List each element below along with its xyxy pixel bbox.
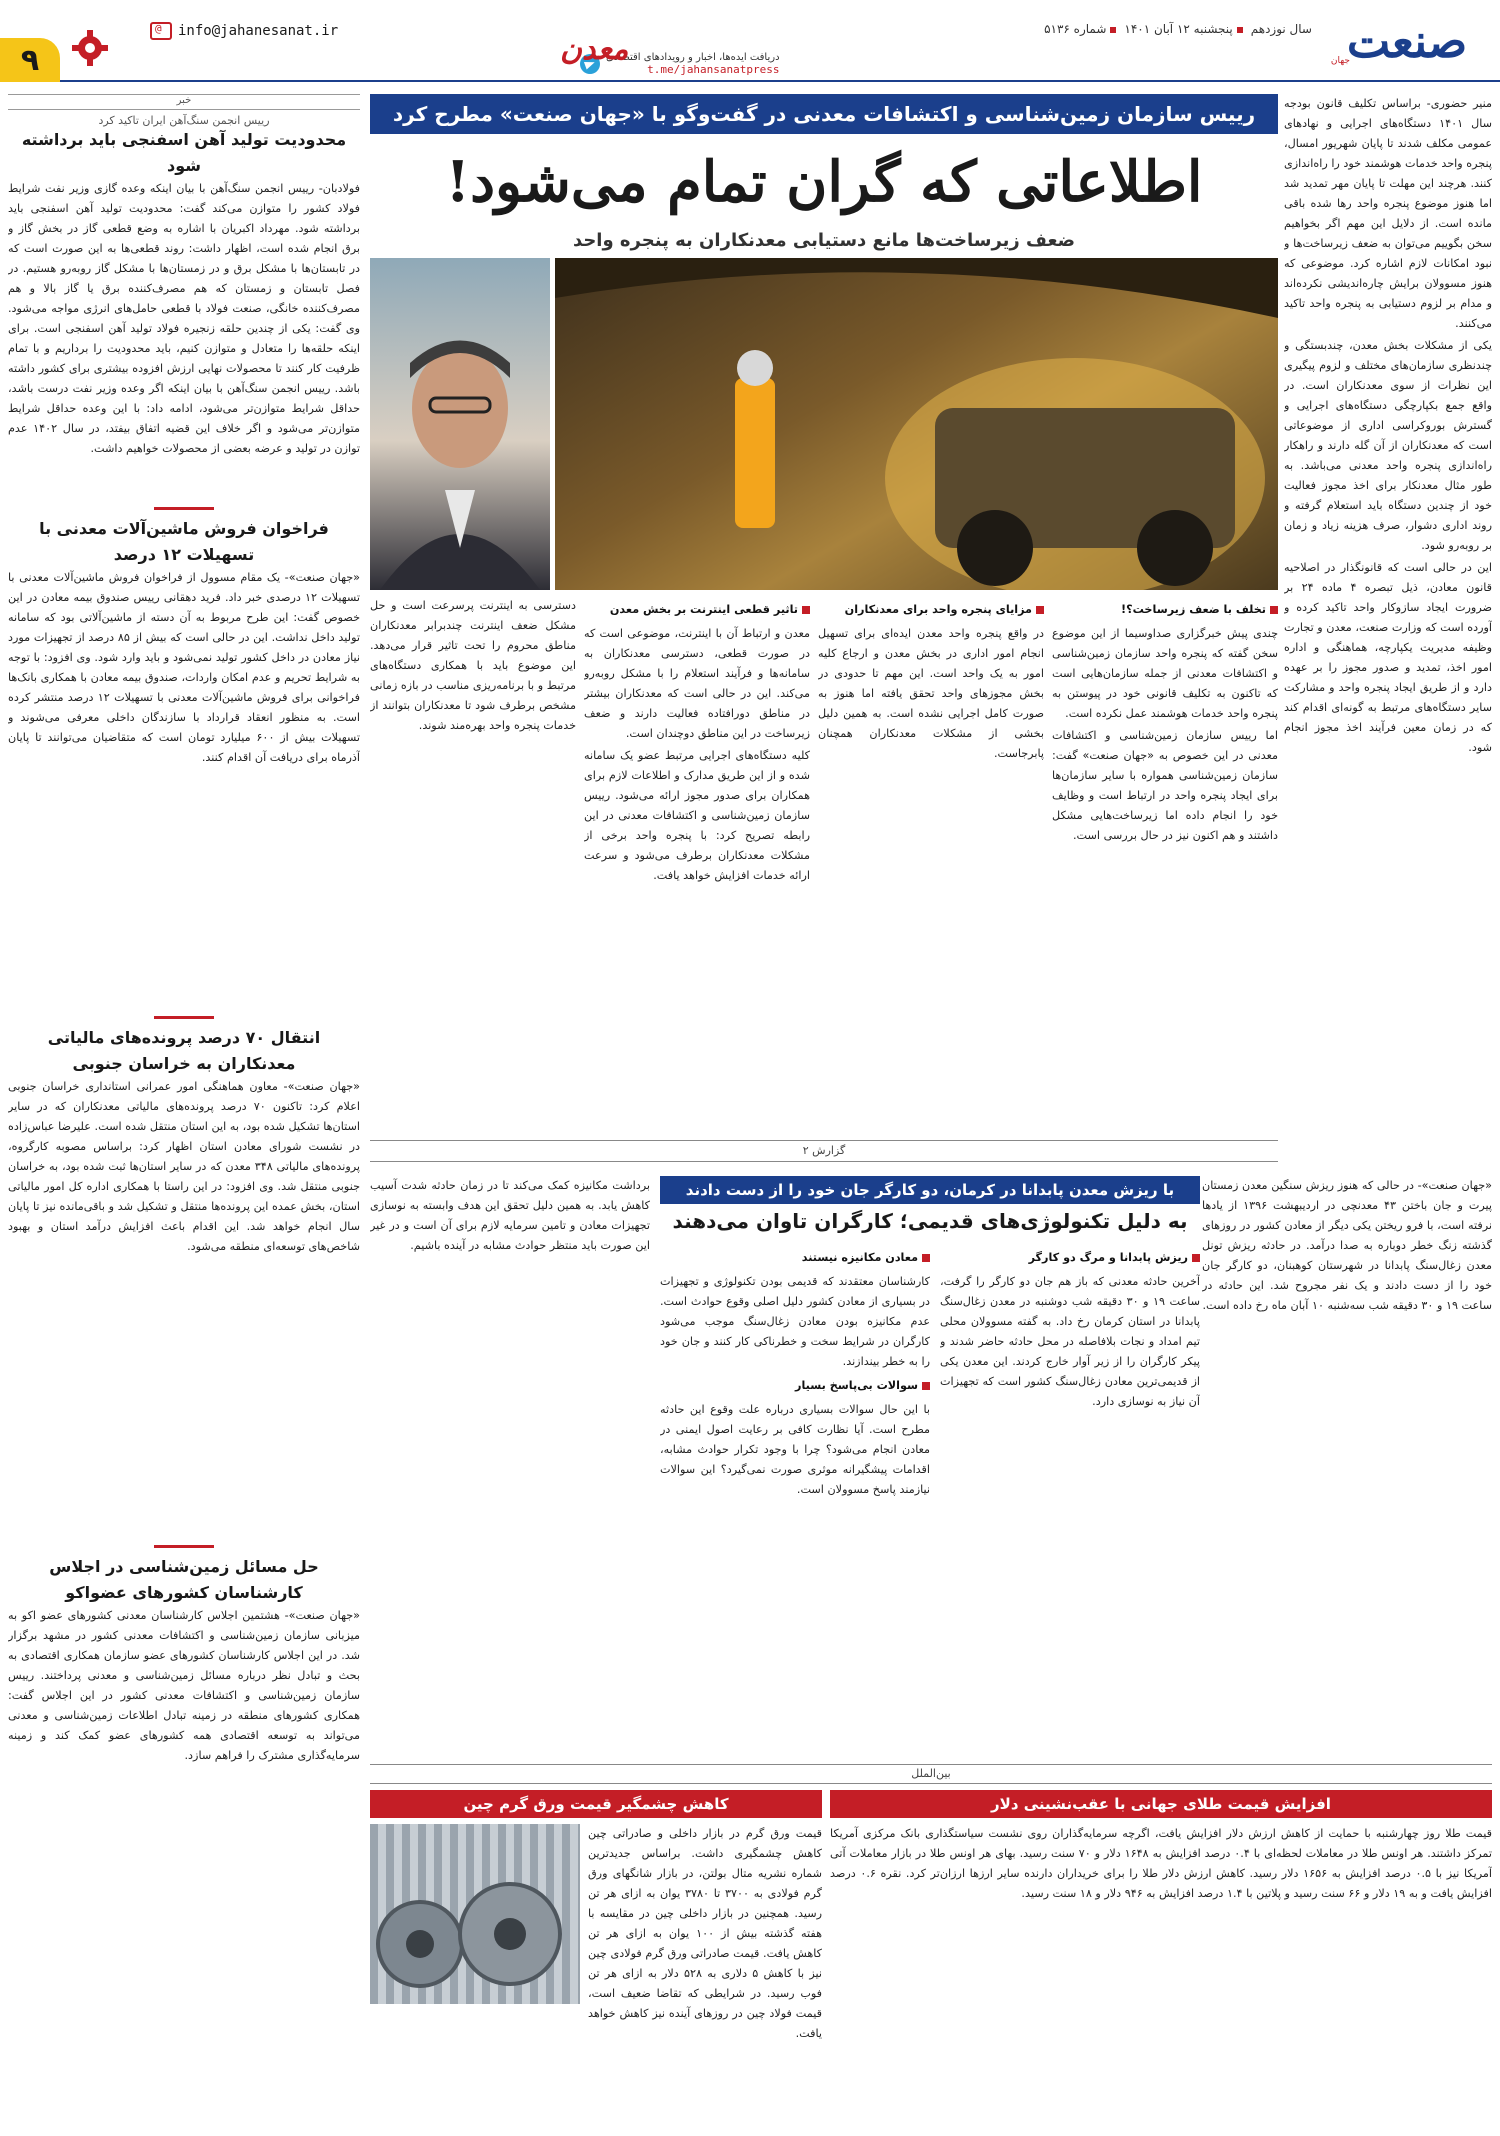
subhead-weak-infrastructure: تخلف با ضعف زیرساخت؟! bbox=[1052, 600, 1278, 620]
main-body-3: چندی پیش خبرگزاری صداوسیما از این موضوع سخن گفته که پنجره واحد سازمان زمین‌شناسی و اکتشافات معدنی از جمله سازمان‌هایی است که تاکنون به تکلیف قانونی خود در پیوستن به پنجره واحد خدمات هوشمند عمل نکرده است. bbox=[1052, 627, 1278, 720]
main-column-2 bbox=[1052, 596, 1278, 1134]
report-body-1: «جهان صنعت»- در حالی که هنوز ریزش سنگین معدن زمستان پیرت و جان باختن ۴۳ معدنچی در اردیبهشت ۱۳۹۶ از یادها نرفته است، با فرو ریختن یکی دیگر از معادن کشور در روزهای گذشته زنگ خطر دوباره به صدا درآمد. در حادثه ریزش تونل معدن زغال‌سنگ پابدانا در شهرستان کوهبنان، دو کارگر جان خود را از دست دادند و یک نفر مجروح شد. این حادثه در ساعت ۱۹ و ۳۰ دقیقه شب سه‌شنبه ۱۰ آبان ماه رخ داده است. bbox=[1202, 1179, 1492, 1312]
email-link[interactable] bbox=[150, 22, 338, 40]
portrait-graphic bbox=[370, 258, 550, 590]
report-label: گزارش ۲ bbox=[370, 1140, 1278, 1162]
steel-column bbox=[588, 1824, 822, 2124]
subhead-padana-collapse: ریزش پابدانا و مرگ دو کارگر bbox=[940, 1248, 1200, 1268]
story2-title[interactable]: فراخوان فروش ماشین‌آلات معدنی با تسهیلات ۱۲ درصد bbox=[39, 519, 329, 564]
logo-text: صنعت bbox=[1346, 14, 1468, 68]
main-body-2: این در حالی است که قانونگذار در اصلاحیه قانون معادن، ذیل تبصره ۴ ماده ۲۴ بر ضرورت ایجاد سازوکار واحد تاکید کرده و آورده است که وزارت صنعت، معدن و تجارت وظیفه مدیریت یکپارچه، هماهنگی و اداره امور اخذ، تمدید و صدور مجوز را بر عهده دارد و از طریق ایجاد پنجره واحد و مشارکت سایر دستگاه‌های مرتبط به گونه‌ای اقدام کند که در زمان معین فرآیند اخذ مجوز انجام شود. bbox=[1284, 561, 1492, 754]
gold-column bbox=[830, 1824, 1492, 2124]
report-body-4: با این حال سوالات بسیاری درباره علت وقوع این حادثه مطرح است. آیا نظارت کافی بر رعایت اصول ایمنی در معادن انجام می‌شود؟ چرا با وجود تکرار حوادث مشابه، اقدامات پیشگیرانه موثری صورت نمی‌گیرد؟ این سوالات نیازمند پاسخ مسوولان است. bbox=[660, 1403, 930, 1496]
subhead-internet-outage: تاثیر قطعی اینترنت بر بخش معدن bbox=[584, 600, 810, 620]
main-column-3 bbox=[818, 596, 1044, 1134]
main-intro: منیر حضوری- براساس تکلیف قانون بودجه سال ۱۴۰۱ دستگاه‌های اجرایی و نهادهای عمومی مکلف شدند تا پایان شهریور امسال، پنجره واحد خدمات هوشمند خود را راه‌اندازی کنند. هرچند این مهلت تا پایان مهر تمدید شد اما هنوز موضوع پنجره واحد رها شده باقی مانده است. از دلایل این مهم اگر بخواهیم سخن بگوییم می‌توان به ضعف زیرساخت‌ها و نبود امکانات لازم اشاره کرد. موضوعی که هنوز مسوولان برایش چاره‌اندیشی نکرده‌اند و مدام بر لزوم دستیابی به پنجره واحد تاکید می‌کنند. bbox=[1284, 97, 1492, 330]
mining-photo-graphic bbox=[555, 258, 1278, 590]
page-header bbox=[0, 0, 1500, 82]
story1-body: فولادبان- رییس انجمن سنگ‌آهن با بیان اینکه وعده گازی وزیر نفت شرایط فولاد کشور را متوازن می‌کند گفت: محدودیت تولید آهن اسفنجی باید برداشته شود. مهرداد اکبریان با اشاره به وضع قطعی گاز در بخش گاز و برق انجام شده است، اظهار داشت: روند قطعی‌ها به این صورت است که در تابستان‌ها با مشکل برق و در زمستان‌ها با مشکل گاز روبه‌رو هستیم. در فصل تابستان و زمستان که هم مصرف‌کننده برق یا گاز بالا و هم مصرف‌کننده خانگی، صنعت فولاد با قطعی حامل‌های انرژی مواجه می‌شود. وی گفت: یکی از چندین حلقه زنجیره فولاد تولید آهن اسفنجی است. برای اینکه حلقه‌ها را متعادل و متوازن کنیم، باید محدودیت را برداریم و با تمام ظرفیت کار کنند تا محصولات نهایی ارزش افزوده بیشتری برای کشور داشته باشد. رییس انجمن سنگ‌آهن با بیان اینکه اگر وعده وزیر نفت درست باشد، حداقل شرایط متوازن‌تر می‌شود، ادامه داد: با این وعده حداقل شرایط متوازن‌تر می‌شود و اگر خلاف این قضیه اتفاق بیفتد، در سال ۱۴۰۲ عدم توازن در تولید و عرضه بعضی از محصولات خواهیم داشت. bbox=[8, 182, 360, 455]
gold-headline[interactable]: افزایش قیمت طلای جهانی با عقب‌نشینی دلار bbox=[830, 1790, 1492, 1818]
email-icon bbox=[150, 22, 172, 40]
main-body-6: معدن و ارتباط آن با اینترنت، موضوعی است که در صورت قطعی، دسترسی معدنکاران به سامانه‌ها و فرآیند استعلام را با مشکل روبه‌رو می‌کند. این در حالی است که معدنکاران بیشتر در مناطق دورافتاده فعالیت دارند و ضعف زیرساخت در این مناطق دوچندان است. bbox=[584, 627, 810, 740]
main-body-5: در واقع پنجره واحد معدن ایده‌ای برای تسهیل انجام امور اداری در بخش معدن و ارجاع کلیه امور به یک واحد است. این مهم تا حدودی در بخش مجوزهای واحد تحقق یافته اما هنوز به صورت کامل اجرایی نشده است. به همین دلیل بخشی از مشکلات معدنکاران همچنان پابرجاست. bbox=[818, 627, 1044, 760]
main-headline[interactable]: اطلاعاتی که گران تمام می‌شود! bbox=[445, 149, 1203, 215]
section-title: معدن bbox=[560, 32, 629, 67]
main-column-4 bbox=[584, 596, 810, 1134]
separator-icon bbox=[1110, 27, 1116, 33]
steel-body: قیمت ورق گرم در بازار داخلی و صادراتی چین کاهش چشمگیری داشت. براساس جدیدترین شماره نشریه متال بولتن، در بازار شانگهای ورق گرم فولادی به ۳۷۰۰ تا ۳۷۸۰ یوان به ازای هر تن رسید. همچنین در بازار داخلی چین در مقایسه با هفته گذشته بیش از ۱۰۰ یوان به ازای هر تن کاهش یافت. قیمت صادراتی ورق گرم فولادی چین نیز با کاهش ۵ دلاری به ۵۲۸ دلار به ازای هر تن فوب رسید. در شرایطی که تقاضا ضعیف است، قیمت فولاد چین در روزهای آینده نیز کاهش خواهد یافت. bbox=[588, 1827, 822, 2040]
divider bbox=[154, 1545, 214, 1548]
story4-title[interactable]: حل مسائل زمین‌شناسی در اجلاس کارشناسان کشورهای عضواکو bbox=[49, 1557, 319, 1602]
report-body-3: کارشناسان معتقدند که قدیمی بودن تکنولوژی و تجهیزات در بسیاری از معادن کشور دلیل اصلی وقوع حوادث است. عدم مکانیزه بودن معادن زغال‌سنگ موجب می‌شود کارگران در شرایط سخت و خطرناکی کار کنند و جان خود را به خطر بیندازند. bbox=[660, 1275, 930, 1368]
separator-icon bbox=[1237, 27, 1243, 33]
issue-info bbox=[1040, 22, 1312, 36]
report-body-2: آخرین حادثه معدنی که باز هم جان دو کارگر را گرفت، ساعت ۱۹ و ۳۰ دقیقه شب دوشنبه در معدن زغال‌سنگ پابدانا در استان کرمان رخ داد. به گفته مسوولان محلی تیم امداد و نجات بلافاصله در محل حادثه حاضر شدند و پیکر کارگران را از زیر آوار خارج کردند. این معدن یکی از قدیمی‌ترین معادن زغال‌سنگ کشور است که تجهیزات آن نیاز به نوسازی دارد. bbox=[940, 1275, 1200, 1408]
steel-headline[interactable]: کاهش چشمگیر قیمت ورق گرم چین bbox=[370, 1790, 822, 1818]
story4-body: «جهان صنعت»- هشتمین اجلاس کارشناسان معدنی کشورهای عضو اکو به میزبانی سازمان زمین‌شناسی و اکتشافات معدنی کشور در مشهد برگزار شد. در این اجلاس کارشناسان کشورهای عضو سازمان همکاری اقتصادی به بحث و تبادل نظر درباره مسائل زمین‌شناسی و معدنی پرداختند. رییس سازمان زمین‌شناسی و اکتشافات معدنی کشور در این اجلاس گفت: همکاری کشورهای منطقه در زمینه تبادل اطلاعات زمین‌شناسی و معدنی می‌تواند به توسعه اقتصادی همه کشورهای عضو کمک کند و زمینه سرمایه‌گذاری مشترک را فراهم سازد. bbox=[8, 1609, 360, 1762]
report-column-2 bbox=[940, 1244, 1200, 1756]
story3-body-wrap bbox=[8, 1077, 360, 1537]
international-label: بین‌الملل bbox=[370, 1764, 1492, 1784]
mining-photo bbox=[555, 258, 1278, 590]
gear-icon bbox=[70, 28, 110, 68]
left-news-column bbox=[8, 94, 360, 1866]
divider bbox=[154, 507, 214, 510]
main-intro-column bbox=[1284, 94, 1492, 1134]
date-text: پنجشنبه ۱۲ آبان ۱۴۰۱ bbox=[1124, 22, 1233, 36]
report-column-3 bbox=[660, 1244, 930, 1756]
steel-coils-photo bbox=[370, 1824, 580, 2004]
subhead-window-benefits: مزایای پنجره واحد برای معدنکاران bbox=[818, 600, 1044, 620]
main-body-8: دسترسی به اینترنت پرسرعت است و حل مشکل ضعف اینترنت چندبرابر معدنکاران مناطق محروم را تحت تاثیر قرار می‌دهد. این موضوع باید با همکاری دستگاه‌های مرتبط و با برنامه‌ریزی مناسب در بازه زمانی مشخص برطرف شود تا معدنکاران بتوانند از خدمات پنجره واحد بهره‌مند شوند. bbox=[370, 599, 576, 732]
report-headline[interactable]: به دلیل تکنولوژی‌های قدیمی؛ کارگران تاوان می‌دهند bbox=[672, 1209, 1188, 1233]
main-body-7: کلیه دستگاه‌های اجرایی مرتبط عضو یک سامانه شده و از این طریق مدارک و اطلاعات لازم برای همکاران برای صدور مجوز ارائه می‌شود. رییس سازمان زمین‌شناسی و اکتشافات معدنی در این رابطه تصریح کرد: با پنجره واحد برخی از مشکلات معدنکاران برطرف می‌شود و سرعت ارائه خدمات افزایش خواهد یافت. bbox=[584, 749, 810, 882]
news-label: خبر bbox=[8, 94, 360, 110]
report-column-1 bbox=[1202, 1176, 1492, 1756]
steel-coils-graphic bbox=[370, 1824, 580, 2004]
story1-body-wrap bbox=[8, 179, 360, 499]
story1-title[interactable]: محدودیت تولید آهن اسفنجی باید برداشته شود bbox=[21, 130, 347, 175]
main-body-1: یکی از مشکلات بخش معدن، چندبستگی و چندنظری سازمان‌های مختلف و لزوم پیگیری این نظرات از سوی معدنکاران است. در واقع جمع بکپارچگی دستگاه‌های اجرایی و گسترش بوروکراسی اداری از موضوعاتی است که معدنکاران از آن گله دارند و راهکار راه‌اندازی پنجره واحد معدنی می‌باشد. به طور مثال معدنکار برای اخذ مجوز فعالیت خود از چندین دستگاه باید استعلام گرفته و روند اداری دشوار، صرف هزینه زیاد و زمان بر روبه‌رو شود. bbox=[1284, 339, 1492, 552]
official-portrait bbox=[370, 258, 550, 590]
main-kicker: رییس سازمان زمین‌شناسی و اکتشافات معدنی در گفت‌وگو با «جهان صنعت» مطرح کرد bbox=[370, 94, 1278, 134]
report-column-4 bbox=[370, 1176, 650, 1756]
subhead-unanswered: سوالات بی‌پاسخ بسیار bbox=[660, 1376, 930, 1396]
telegram-caption: دریافت ایده‌ها، اخبار و رویدادهای اقتصادی bbox=[606, 52, 780, 63]
story3-body: «جهان صنعت»- معاون هماهنگی امور عمرانی استانداری خراسان جنوبی اعلام کرد: تاکنون ۷۰ درصد پرونده‌های مالیاتی معدنکاران که در سایر استان‌ها تشکیل شده بود، به این استان منتقل شده است. علیرضا عباس‌زاده در نشست شورای معادن استان اظهار کرد: براساس مصوبه کارگروه، پرونده‌های مالیاتی ۳۴۸ معدن که در سایر استان‌ها ثبت شده بود، به خراسان جنوبی منتقل شد. وی افزود: در این راستا با همکاری اداره کل امور مالیاتی استان، بخش عمده این پرونده‌ها منتقل و تشکیل شد و باقی‌مانده نیز تا پایان سال انجام خواهد شد. این اقدام باعث افزایش درآمد استان و بهبود شاخص‌های توسعه‌ای منطقه می‌شود. bbox=[8, 1080, 360, 1253]
volume-text: سال نوزدهم bbox=[1250, 22, 1312, 36]
main-column-5 bbox=[370, 596, 576, 1134]
subhead-not-mechanized: معادن مکانیزه نیستند bbox=[660, 1248, 930, 1268]
issue-number: شماره ۵۱۳۶ bbox=[1044, 22, 1107, 36]
story1-kicker: رییس انجمن سنگ‌آهن ایران تاکید کرد bbox=[98, 114, 270, 127]
report-body-5: برداشت مکانیزه کمک می‌کند تا در زمان حادثه شدت آسیب کاهش یابد. به همین دلیل تحقق این هدف وابسته به نوسازی تجهیزات معادن و تامین سرمایه لازم برای آن است و در غیر این صورت باید منتظر حوادث مشابه در آینده باشیم. bbox=[370, 1179, 650, 1252]
telegram-url[interactable]: t.me/jahansanatpress bbox=[647, 63, 780, 76]
story2-body: «جهان صنعت»- یک مقام مسوول از فراخوان فروش ماشین‌آلات معدنی با تسهیلات ۱۲ درصدی خبر داد. فرید دهقانی رییس صندوق بیمه معادن در این خصوص گفت: این طرح مربوط به آن دسته از ماشین‌آلاتی بود که سامانه تولید داخل نداشت. این در حالی است که بیش از ۸۵ درصد از تجهیزات مورد نیاز معادن در داخل کشور تولید نمی‌شود و باید وارد شود. وی افزود: با توجه به شرایط تحریم و عدم امکان واردات، صندوق بیمه معادن با همکاری بانک‌ها فراخوانی برای فروش ماشین‌آلات معدنی با تسهیلات ۱۲ درصد منتشر کرده است. به منظور انعقاد قرارداد با سازندگان داخلی معرفی می‌شوند و تسهیلات بیش از ۶۰۰ میلیارد تومان است که متقاضیان می‌توانند تا پایان آذرماه برای دریافت آن اقدام کنند. bbox=[8, 571, 360, 764]
email-address[interactable]: info@jahanesanat.ir bbox=[178, 23, 339, 39]
main-body-4: اما رییس سازمان زمین‌شناسی و اکتشافات معدنی در این خصوص به «جهان صنعت» گفت: سازمان زمین‌شناسی همواره با سایر سازمان‌ها برای ایجاد پنجره واحد در ارتباط است و وظایف خود را انجام داده اما زیرساخت‌هایی مشکل داشتند و هم اکنون نیز در حال بررسی است. bbox=[1052, 729, 1278, 842]
divider bbox=[154, 1016, 214, 1019]
gold-body: قیمت طلا روز چهارشنبه با حمایت از کاهش ارزش دلار افزایش یافت، اگرچه سرمایه‌گذاران روی نشست سیاستگذاری بانک مرکزی آمریکا تمرکز داشتند. هر اونس طلا در معاملات لحظه‌ای با ۰.۴ درصد افزایش به ۱۶۴۸ دلار و ۷۰ سنت رسید. بهای هر اونس طلا در بازار معاملات آتی آمریکا نیز با ۰.۵ درصد افزایش به ۱۶۵۶ دلار رسید. کاهش ارزش دلار طلا را برای خریداران دارنده سایر ارزها ارزان‌تر کرد. نقره ۰.۶ درصد افزایش یافت و به ۱۹ دلار و ۶۶ سنت رسید و پلاتین با ۱.۴ درصد افزایش به ۹۴۶ دلار و ۱۸ سنت رسید. bbox=[830, 1827, 1492, 1900]
logo-subtext: جهان bbox=[1330, 56, 1350, 66]
page-number: ۹ bbox=[0, 38, 60, 82]
story2-body-wrap bbox=[8, 568, 360, 1008]
report-kicker: با ریزش معدن پابدانا در کرمان، دو کارگر جان خود را از دست دادند bbox=[660, 1176, 1200, 1204]
story3-title[interactable]: انتقال ۷۰ درصد پرونده‌های مالیاتی معدنکاران به خراسان جنوبی bbox=[47, 1028, 321, 1073]
story4-body-wrap bbox=[8, 1606, 360, 1866]
main-subtitle: ضعف زیرساخت‌ها مانع دستیابی معدنکاران به پنجره واحد bbox=[572, 230, 1076, 251]
